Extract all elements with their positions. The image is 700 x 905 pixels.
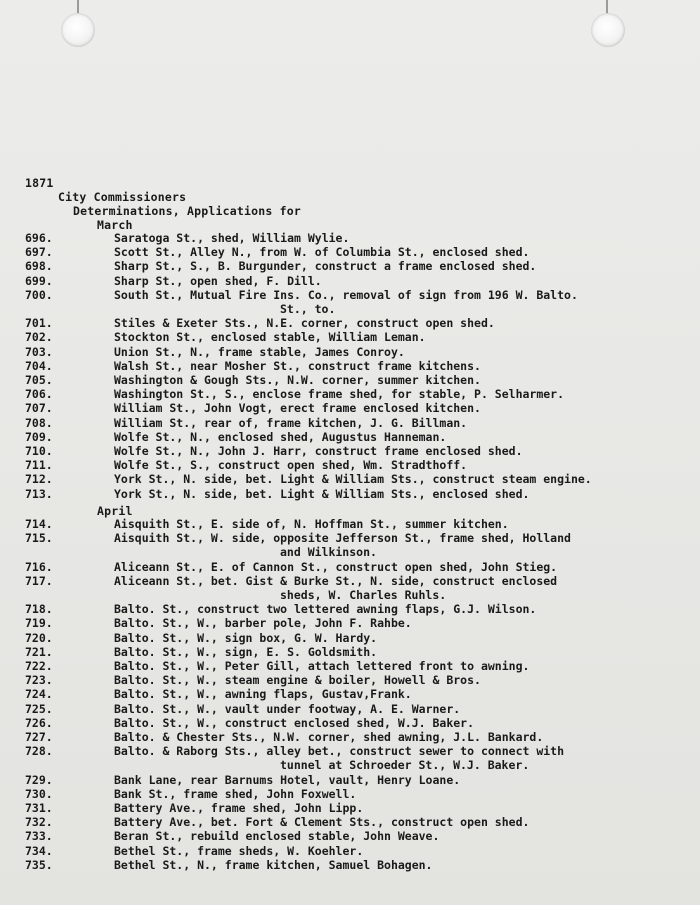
entry-text: Wolfe St., N., John J. Harr, construct frame enclosed shed. (114, 444, 523, 458)
entry-text: Aisquith St., W. side, opposite Jefferson St., frame shed, Holland (114, 531, 571, 546)
entry-number: 716. (25, 559, 53, 574)
entry-number: 704. (25, 358, 53, 373)
entry-number: 706. (25, 387, 53, 402)
year: 1871 (25, 176, 54, 190)
entry-text: Battery Ave., bet. Fort & Clement Sts., construct open shed. (114, 815, 530, 830)
entry-text: Balto. St., W., construct enclosed shed, W.J. Baker. (114, 715, 475, 730)
entry-number: 724. (25, 687, 53, 702)
entry-text: William St., John Vogt, erect frame enclosed kitchen. (114, 401, 481, 416)
entry-number: 733. (25, 829, 53, 844)
entry-text: Washington St., S., enclose frame shed, for stable, P. Selharmer. (114, 387, 565, 402)
entry-number: 715. (25, 531, 53, 546)
entry-number: 727. (25, 730, 53, 744)
entry-text: Wolfe St., S., construct open shed, Wm. Stradthoff. (114, 458, 468, 473)
entry-number: 732. (25, 815, 53, 830)
punch-hole-left (61, 13, 95, 47)
entry-text: Bethel St., N., frame kitchen, Samuel Bohagen. (114, 857, 433, 872)
entry-text: Balto. & Raborg Sts., alley bet., construct sewer to connect with (114, 744, 565, 759)
entry-number: 713. (25, 486, 53, 501)
entry-number: 720. (25, 630, 53, 645)
entry-text: Balto. St., W., sign, E. S. Goldsmith. (114, 644, 378, 659)
entry-text: Battery Ave., frame shed, John Lipp. (114, 801, 364, 815)
entry-number: 697. (25, 245, 53, 260)
entry-number: 730. (25, 786, 53, 801)
entry-text: Aliceann St., E. of Cannon St., construct open shed, John Stieg. (114, 559, 558, 574)
entry-number: 718. (25, 602, 53, 617)
entry-text: Balto. St., W., steam engine & boiler, Howell & Bros. (114, 673, 481, 688)
entry-text: Balto. St., W., barber pole, John F. Rahbe. (114, 616, 412, 631)
entry-continuation: sheds, W. Charles Ruhls. (280, 587, 447, 602)
entry-number: 731. (25, 801, 53, 815)
entry-number: 717. (25, 573, 53, 588)
entry-number: 723. (25, 673, 53, 688)
entry-number: 729. (25, 772, 53, 787)
entry-number: 701. (25, 316, 53, 331)
entry-text: Scott St., Alley N., from W. of Columbia St., enclosed shed. (114, 245, 530, 260)
entry-text: Balto. & Chester Sts., N.W. corner, shed awning, J.L. Bankard. (114, 730, 544, 744)
entry-continuation: tunnel at Schroeder St., W.J. Baker. (280, 758, 530, 773)
entry-text: Stockton St., enclosed stable, William Leman. (114, 330, 426, 345)
entry-text: Stiles & Exeter Sts., N.E. corner, construct open shed. (114, 316, 495, 331)
entry-text: Balto. St., W., awning flaps, Gustav,Frank. (114, 687, 412, 702)
entry-number: 699. (25, 273, 53, 288)
entry-number: 709. (25, 429, 53, 444)
entry-number: 734. (25, 843, 53, 858)
month-heading-march: March (97, 218, 133, 232)
entry-text: Sharp St., S., B. Burgunder, construct a frame enclosed shed. (114, 259, 537, 274)
entry-text: Bank St., frame shed, John Foxwell. (114, 786, 357, 801)
entry-continuation: St., to. (280, 301, 336, 316)
entry-number: 725. (25, 701, 53, 716)
entry-number: 696. (25, 231, 53, 245)
entry-text: Balto. St., W., Peter Gill, attach lettered front to awning. (114, 659, 530, 673)
month-heading-april: April (97, 504, 133, 518)
entry-text: Saratoga St., shed, William Wylie. (114, 231, 350, 245)
entry-text: York St., N. side, bet. Light & William Sts., construct steam engine. (114, 472, 592, 487)
entry-number: 702. (25, 330, 53, 345)
entry-text: Balto. St., W., sign box, G. W. Hardy. (114, 630, 378, 645)
entry-number: 698. (25, 259, 53, 274)
entry-text: Sharp St., open shed, F. Dill. (114, 273, 322, 288)
entry-text: South St., Mutual Fire Ins. Co., removal of sign from 196 W. Balto. (114, 287, 578, 302)
entry-number: 705. (25, 373, 53, 387)
binder-mark-left (77, 0, 79, 14)
entry-text: Balto. St., W., vault under footway, A. E. Warner. (114, 701, 461, 716)
entry-number: 700. (25, 287, 53, 302)
entry-number: 735. (25, 857, 53, 872)
entry-number: 728. (25, 744, 53, 759)
binder-mark-right (606, 0, 608, 14)
entry-text: Wolfe St., N., enclosed shed, Augustus Hanneman. (114, 429, 447, 444)
organization: City Commissioners (58, 190, 187, 204)
entry-text: Union St., N., frame stable, James Conroy. (114, 344, 405, 359)
entry-number: 707. (25, 401, 53, 416)
entry-text: Bethel St., frame sheds, W. Koehler. (114, 843, 364, 858)
entry-number: 714. (25, 517, 53, 531)
entry-text: Washington & Gough Sts., N.W. corner, summer kitchen. (114, 373, 481, 387)
subject-heading: Determinations, Applications for (73, 204, 301, 218)
entry-number: 708. (25, 415, 53, 430)
entry-text: Balto. St., construct two lettered awning flaps, G.J. Wilson. (114, 602, 537, 617)
entry-number: 726. (25, 715, 53, 730)
entry-number: 719. (25, 616, 53, 631)
entry-number: 710. (25, 444, 53, 458)
entry-continuation: and Wilkinson. (280, 545, 377, 560)
entry-number: 703. (25, 344, 53, 359)
entry-text: Aliceann St., bet. Gist & Burke St., N. side, construct enclosed (114, 573, 558, 588)
entry-text: Aisquith St., E. side of, N. Hoffman St., summer kitchen. (114, 517, 509, 531)
entry-text: Walsh St., near Mosher St., construct frame kitchens. (114, 358, 481, 373)
entry-number: 722. (25, 659, 53, 673)
entry-text: Beran St., rebuild enclosed stable, John Weave. (114, 829, 440, 844)
entry-number: 711. (25, 458, 53, 473)
entry-text: Bank Lane, rear Barnums Hotel, vault, Henry Loane. (114, 772, 461, 787)
entry-number: 721. (25, 644, 53, 659)
entry-text: York St., N. side, bet. Light & William Sts., enclosed shed. (114, 486, 530, 501)
entry-number: 712. (25, 472, 53, 487)
punch-hole-right (591, 13, 625, 47)
entry-text: William St., rear of, frame kitchen, J. G. Billman. (114, 415, 468, 430)
